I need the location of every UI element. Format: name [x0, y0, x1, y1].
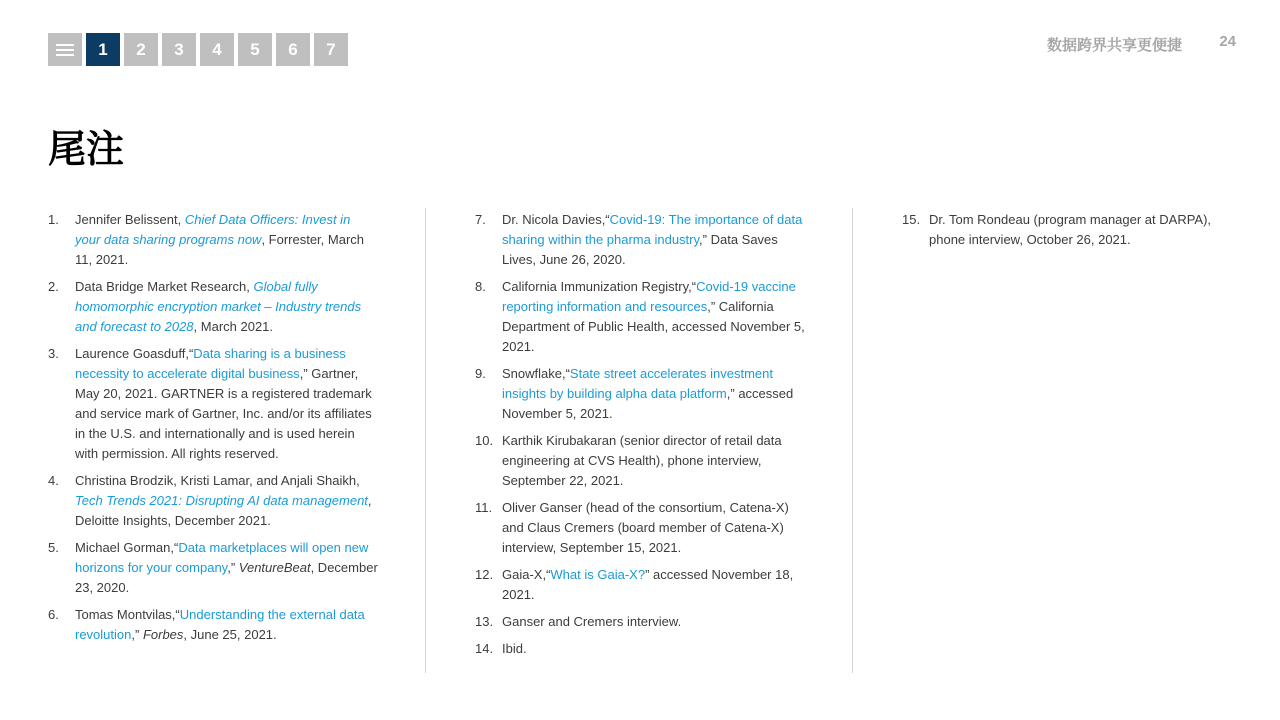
endnote-text-segment: ,” Gartner, May 20, 2021. GARTNER is a registered trademark and service mark of Gartner, Inc. and/or its affiliates in the U.S. and internationally and is used herein with permission. All rights reserved. — [75, 366, 372, 461]
endnote-text-segment: Gaia-X,“ — [502, 567, 551, 582]
endnote-item — [48, 344, 378, 464]
endnote-number: 9. — [475, 366, 486, 381]
endnote-text-segment: Jennifer Belissent, — [75, 212, 185, 227]
endnote-text-segment: Tomas Montvilas,“ — [75, 607, 180, 622]
endnote-text-segment: Dr. Nicola Davies,“ — [502, 212, 610, 227]
endnote-text-segment: ,” — [227, 560, 239, 575]
nav-item-3[interactable]: 3 — [162, 33, 196, 66]
endnote-text-segment: ” accessed November 18, 2021. — [502, 567, 794, 602]
endnote-item — [475, 639, 810, 659]
endnote-item — [475, 498, 810, 558]
endnote-number: 7. — [475, 212, 486, 227]
endnote-text — [502, 612, 810, 632]
column-divider — [425, 208, 426, 673]
endnotes-column-3 — [902, 210, 1222, 257]
endnote-link[interactable]: Global fully homomorphic encryption market – Industry trends and forecast to 2028 — [75, 279, 362, 334]
endnote-item — [475, 612, 810, 632]
endnote-link[interactable]: State street accelerates investment insights by building alpha data platform — [502, 366, 773, 401]
endnote-text-segment: Oliver Ganser (head of the consortium, Catena-X) and Claus Cremers (board member of Catena-X) interview, September 15, 2021. — [502, 500, 789, 555]
endnote-item — [475, 210, 810, 270]
page-title: 尾注 — [48, 127, 125, 171]
endnotes-column-2 — [475, 210, 810, 666]
endnote-text — [75, 538, 378, 598]
endnote-text-segment: Ganser and Cremers interview. — [502, 614, 682, 629]
endnote-text — [502, 431, 810, 491]
endnote-number: 8. — [475, 279, 486, 294]
endnote-text — [75, 210, 378, 270]
endnote-item — [902, 210, 1222, 250]
endnote-text-segment: Data Bridge Market Research, — [75, 279, 254, 294]
endnote-text-segment: ,” Data Saves Lives, June 26, 2020. — [502, 232, 778, 267]
page-number: 24 — [1219, 33, 1236, 50]
endnote-number: 14. — [475, 641, 494, 656]
nav-item-5[interactable]: 5 — [238, 33, 272, 66]
endnote-link[interactable]: What is Gaia-X? — [550, 567, 646, 582]
endnote-text-segment: ,” — [131, 627, 143, 642]
endnote-text-segment: ,” accessed November 5, 2021. — [502, 386, 794, 421]
endnote-text — [75, 344, 378, 464]
endnote-number: 4. — [48, 473, 59, 488]
endnote-link[interactable]: Tech Trends 2021: Disrupting AI data management — [75, 493, 368, 508]
endnote-text — [502, 565, 810, 605]
endnote-number: 5. — [48, 540, 59, 555]
endnote-text — [502, 639, 810, 659]
document-title: 数据跨界共享更便捷 — [1046, 36, 1182, 54]
endnote-text-segment: VentureBeat — [238, 560, 311, 575]
endnote-text — [502, 364, 810, 424]
endnote-item — [48, 277, 378, 337]
menu-icon[interactable] — [48, 33, 82, 66]
endnote-item — [475, 364, 810, 424]
endnote-item — [48, 471, 378, 531]
nav-item-6[interactable]: 6 — [276, 33, 310, 66]
nav-item-1[interactable]: 1 — [86, 33, 120, 66]
endnote-text-segment: Forbes — [142, 627, 184, 642]
endnote-item — [475, 431, 810, 491]
endnote-number: 2. — [48, 279, 59, 294]
endnote-text — [75, 605, 378, 645]
endnote-text-segment: Laurence Goasduff,“ — [75, 346, 194, 361]
nav-item-7[interactable]: 7 — [314, 33, 348, 66]
endnote-item — [48, 538, 378, 598]
endnote-text-segment: ,” California Department of Public Health, accessed November 5, 2021. — [502, 299, 805, 354]
endnote-link[interactable]: Covid-19 vaccine reporting information and resources — [502, 279, 796, 314]
endnote-number: 10. — [475, 433, 494, 448]
endnote-text-segment: Karthik Kirubakaran (senior director of retail data engineering at CVS Health), phone interview, September 22, 2021. — [502, 433, 782, 488]
endnote-link[interactable]: Understanding the external data revolution — [75, 607, 365, 642]
endnote-text-segment: , Deloitte Insights, December 2021. — [75, 493, 372, 528]
endnote-number: 6. — [48, 607, 59, 622]
endnote-number: 15. — [902, 212, 921, 227]
endnote-number: 13. — [475, 614, 494, 629]
endnote-link[interactable]: Covid-19: The importance of data sharing within the pharma industry — [502, 212, 803, 247]
endnote-item — [475, 565, 810, 605]
endnotes-column-1 — [48, 210, 378, 652]
endnote-text-segment: Ibid. — [502, 641, 527, 656]
endnote-text — [75, 471, 378, 531]
endnote-link[interactable]: Data marketplaces will open new horizons for your company — [75, 540, 369, 575]
endnote-text — [502, 210, 810, 270]
nav-item-4[interactable]: 4 — [200, 33, 234, 66]
endnote-text-segment: , March 2021. — [193, 319, 274, 334]
endnote-link[interactable]: Data sharing is a business necessity to accelerate digital business — [75, 346, 346, 381]
endnote-item — [475, 277, 810, 357]
section-nav — [48, 33, 348, 66]
endnote-text-segment: Christina Brodzik, Kristi Lamar, and Anjali Shaikh, — [75, 473, 360, 488]
endnote-text — [502, 277, 810, 357]
endnote-number: 1. — [48, 212, 59, 227]
endnote-text — [929, 210, 1222, 250]
endnote-text-segment: Dr. Tom Rondeau (program manager at DARPA), phone interview, October 26, 2021. — [929, 212, 1212, 247]
endnote-text — [502, 498, 810, 558]
endnote-text-segment: Snowflake,“ — [502, 366, 570, 381]
endnote-number: 12. — [475, 567, 494, 582]
column-divider — [852, 208, 853, 673]
endnote-number: 3. — [48, 346, 59, 361]
endnote-item — [48, 210, 378, 270]
endnote-item — [48, 605, 378, 645]
nav-item-2[interactable]: 2 — [124, 33, 158, 66]
endnote-text — [75, 277, 378, 337]
endnote-text-segment: Michael Gorman,“ — [75, 540, 179, 555]
endnote-text-segment: California Immunization Registry,“ — [502, 279, 697, 294]
endnote-text-segment: , June 25, 2021. — [183, 627, 277, 642]
endnote-text-segment: , Forrester, March 11, 2021. — [75, 232, 365, 267]
endnote-number: 11. — [475, 500, 493, 515]
endnote-text-segment: , December 23, 2020. — [75, 560, 378, 595]
endnote-link[interactable]: Chief Data Officers: Invest in your data sharing programs now — [75, 212, 351, 247]
